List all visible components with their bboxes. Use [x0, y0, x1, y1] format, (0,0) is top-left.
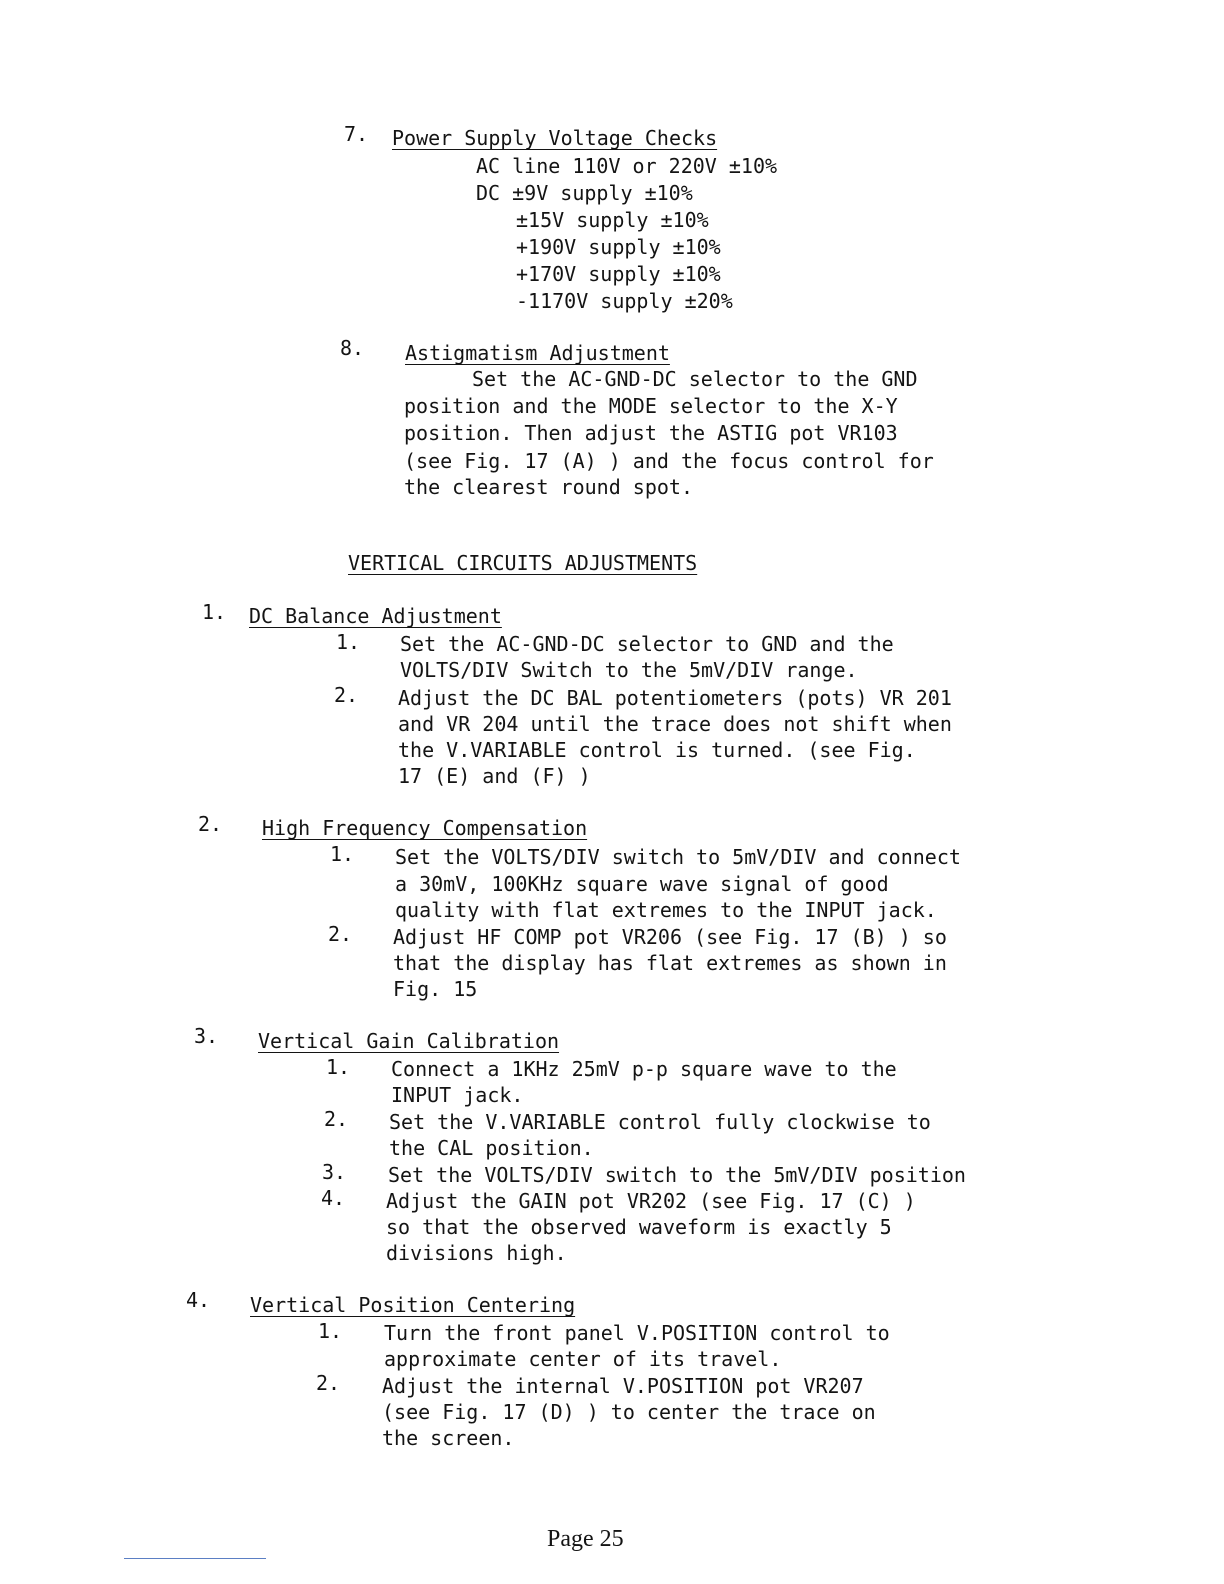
v3-step-num: 3.: [322, 1160, 347, 1184]
v4-step-num: 2.: [316, 1371, 341, 1395]
section-8-line: position. Then adjust the ASTIG pot VR103: [404, 421, 898, 445]
v3-step-line: so that the observed waveform is exactly 5: [386, 1215, 892, 1239]
v2-step-num: 1.: [330, 842, 355, 866]
v1-step-line: the V.VARIABLE control is turned. (see Fig.: [398, 738, 916, 762]
v4-step-line: Turn the front panel V.POSITION control to: [384, 1321, 890, 1345]
v3-number: 3.: [194, 1024, 219, 1048]
v4-step-line: Adjust the internal V.POSITION pot VR207: [382, 1374, 864, 1398]
v2-number: 2.: [198, 812, 223, 836]
v2-step-line: quality with flat extremes to the INPUT jack.: [395, 898, 937, 922]
v4-step-line: (see Fig. 17 (D) ) to center the trace on: [382, 1400, 876, 1424]
v2-step-line: Fig. 15: [393, 977, 478, 1001]
v1-step-num: 2.: [334, 683, 359, 707]
v1-number: 1.: [202, 600, 227, 624]
v1-step-line: Set the AC-GND-DC selector to GND and the: [400, 632, 894, 656]
section-7-line: +190V supply ±10%: [516, 235, 721, 259]
v1-title: DC Balance Adjustment: [249, 604, 502, 628]
section-8-line: (see Fig. 17 (A) ) and the focus control for: [404, 449, 934, 473]
section-7-title: Power Supply Voltage Checks: [392, 126, 718, 150]
v3-step-line: Adjust the GAIN pot VR202 (see Fig. 17 (C) ): [386, 1189, 916, 1213]
v3-title: Vertical Gain Calibration: [258, 1029, 560, 1053]
v3-step-line: INPUT jack.: [391, 1083, 524, 1107]
v3-step-line: Set the V.VARIABLE control fully clockwise to: [389, 1110, 931, 1134]
section-8-number: 8.: [340, 336, 365, 360]
v1-step-line: Adjust the DC BAL potentiometers (pots) VR 201: [398, 686, 952, 710]
section-7-line: DC ±9V supply ±10%: [476, 181, 693, 205]
section-8-line: position and the MODE selector to the X-Y: [404, 394, 898, 418]
section-7-line: ±15V supply ±10%: [516, 208, 709, 232]
section-8-title: Astigmatism Adjustment: [405, 341, 670, 365]
v4-number: 4.: [186, 1288, 211, 1312]
v3-step-line: divisions high.: [386, 1241, 567, 1265]
v2-title: High Frequency Compensation: [262, 816, 588, 840]
footer-rule: [124, 1558, 266, 1559]
v4-title: Vertical Position Centering: [250, 1293, 576, 1317]
section-7-line: AC line 110V or 220V ±10%: [476, 154, 778, 178]
section-8-line: Set the AC-GND-DC selector to the GND: [472, 367, 918, 391]
v3-step-num: 2.: [324, 1107, 349, 1131]
v1-step-num: 1.: [336, 630, 361, 654]
v3-step-num: 1.: [326, 1055, 351, 1079]
v1-step-line: and VR 204 until the trace does not shift when: [398, 712, 952, 736]
v4-step-num: 1.: [318, 1319, 343, 1343]
page-number: Page 25: [547, 1526, 624, 1552]
v1-step-line: 17 (E) and (F) ): [398, 764, 591, 788]
v2-step-line: Set the VOLTS/DIV switch to 5mV/DIV and connect: [395, 845, 961, 869]
v2-step-line: that the display has flat extremes as shown in: [393, 951, 947, 975]
v2-step-line: Adjust HF COMP pot VR206 (see Fig. 17 (B) ) so: [393, 925, 947, 949]
section-7-number: 7.: [344, 122, 369, 146]
v1-step-line: VOLTS/DIV Switch to the 5mV/DIV range.: [400, 658, 858, 682]
v2-step-num: 2.: [328, 922, 353, 946]
section-7-line: +170V supply ±10%: [516, 262, 721, 286]
v3-step-line: the CAL position.: [389, 1136, 594, 1160]
section-7-line: -1170V supply ±20%: [516, 289, 733, 313]
v3-step-num: 4.: [321, 1186, 346, 1210]
v3-step-line: Connect a 1KHz 25mV p-p square wave to the: [391, 1057, 897, 1081]
v3-step-line: Set the VOLTS/DIV switch to the 5mV/DIV position: [388, 1163, 966, 1187]
v4-step-line: the screen.: [382, 1426, 515, 1450]
v4-step-line: approximate center of its travel.: [384, 1347, 782, 1371]
vertical-circuits-heading: VERTICAL CIRCUITS ADJUSTMENTS: [348, 551, 698, 575]
section-8-line: the clearest round spot.: [404, 475, 693, 499]
v2-step-line: a 30mV, 100KHz square wave signal of good: [395, 872, 889, 896]
